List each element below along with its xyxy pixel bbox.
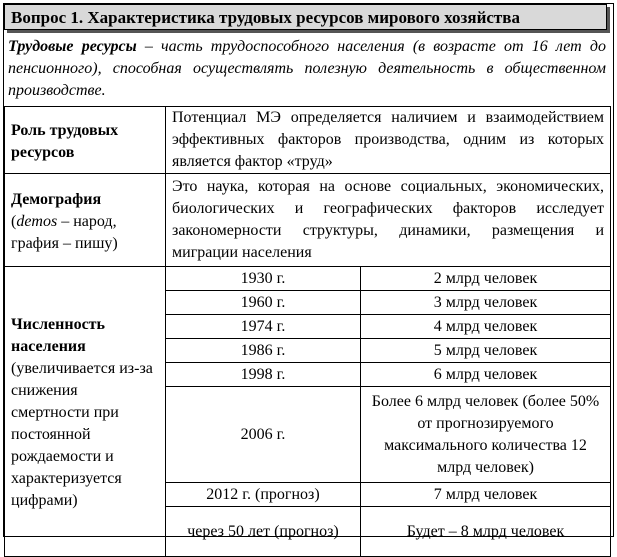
value-cell: 2 млрд человек — [361, 267, 611, 291]
year-cell: 1974 г. — [166, 315, 361, 339]
year-cell: 2006 г. — [166, 387, 361, 483]
demography-title: Демография — [11, 190, 102, 208]
intro-term: Трудовые ресурсы — [8, 38, 137, 55]
demography-etym-word: demos — [16, 212, 58, 230]
year-cell: 2012 г. (прогноз) — [166, 483, 361, 507]
demography-text: Это наука, которая на основе социальных, экономических, биологических и географических факторов исследует закономерности структуры, динамики, размещения и миграции населения — [166, 174, 611, 267]
table-row — [5, 107, 611, 174]
demography-etym-rest: – народ, графия – пишу) — [11, 212, 118, 252]
year-cell: 1960 г. — [166, 291, 361, 315]
population-title: Численность населения — [11, 316, 105, 355]
demography-label — [5, 174, 166, 267]
title-bar — [4, 4, 607, 30]
table-row — [5, 174, 611, 267]
value-cell: Будет – 8 млрд человек — [361, 507, 611, 557]
year-cell: 1998 г. — [166, 363, 361, 387]
intro-text: – часть трудоспособного населения (в возрасте от 16 лет до пенсионного), способная осуществлять полезную деятельность в общественном производстве. — [8, 38, 607, 99]
resources-table — [4, 106, 611, 557]
intro-definition — [8, 36, 606, 102]
role-text: Потенциал МЭ определяется наличием и взаимодействием эффективных факторов производства, одним из которых является фактор «труд» — [166, 107, 611, 174]
year-cell: 1986 г. — [166, 339, 361, 363]
value-cell: 7 млрд человек — [361, 483, 611, 507]
population-label — [5, 267, 166, 557]
value-cell: 4 млрд человек — [361, 315, 611, 339]
role-label: Роль трудовых ресурсов — [5, 107, 166, 174]
value-cell: 6 млрд человек — [361, 363, 611, 387]
value-cell: 3 млрд человек — [361, 291, 611, 315]
year-cell: 1930 г. — [166, 267, 361, 291]
value-cell: Более 6 млрд человек (более 50% от прогнозируемого максимального количества 12 млрд человек) — [361, 387, 611, 483]
value-cell: 5 млрд человек — [361, 339, 611, 363]
year-cell: через 50 лет (прогноз) — [166, 507, 361, 557]
page-title: Вопрос 1. Характеристика трудовых ресурсов мирового хозяйства — [11, 8, 520, 27]
demography-etym-open: ( — [11, 212, 17, 230]
population-note: (увеличивается из-за снижения смертности при постоянной рождаемости и характеризуется цифрами) — [11, 360, 153, 509]
table-row — [5, 267, 611, 291]
